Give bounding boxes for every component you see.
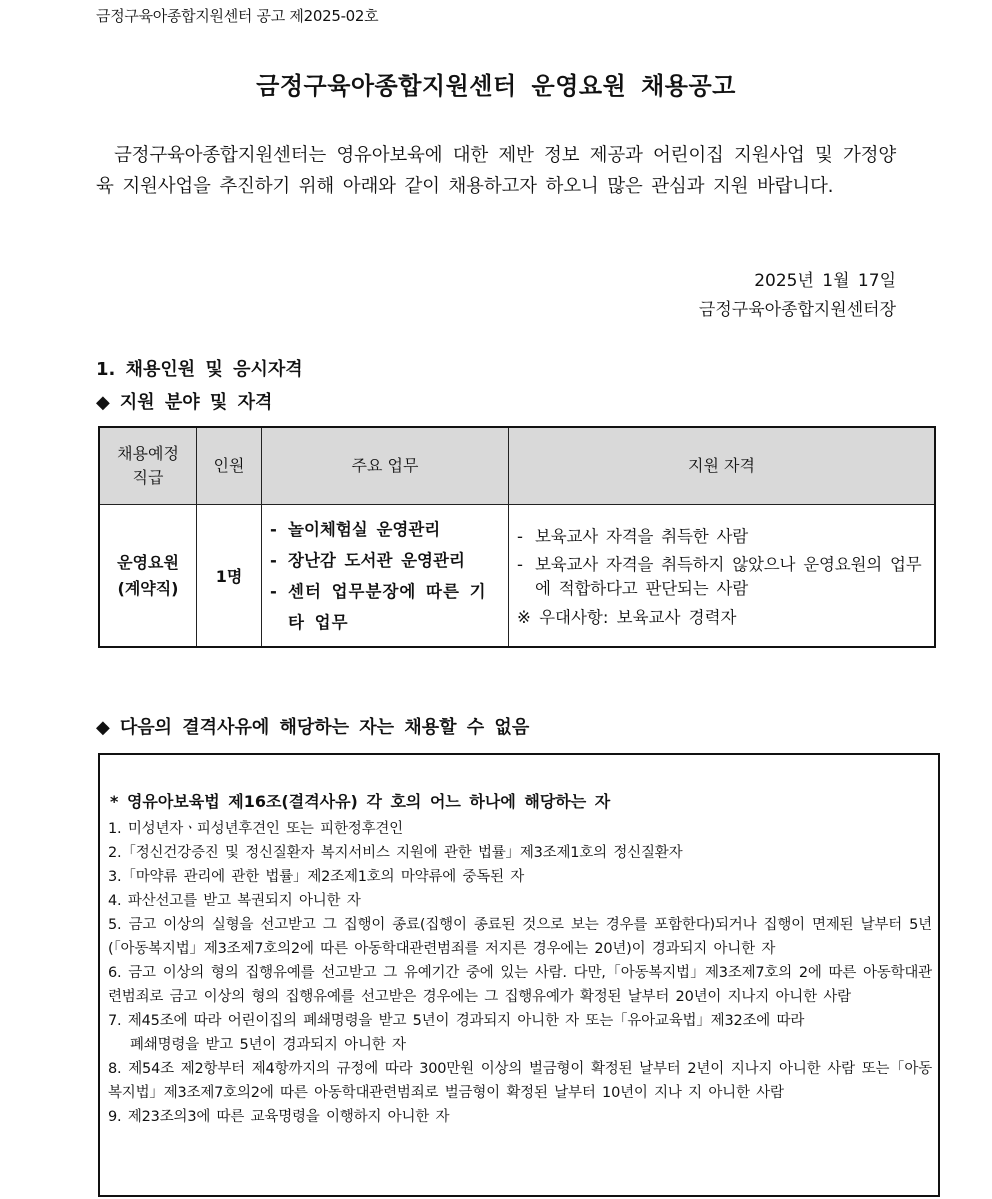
list-item: 1. 미성년자ㆍ피성년후견인 또는 피한정후견인 — [108, 821, 403, 837]
list-item-continuation: 폐쇄명령을 받고 5년이 경과되지 아니한 자 — [130, 1037, 406, 1053]
page-title: 금정구육아종합지원센터 운영요원 채용공고 — [256, 72, 736, 100]
disqualification-law-reference: * 영유아보육법 제16조(결격사유) 각 호의 어느 하나에 해당하는 자 — [110, 792, 611, 811]
list-item: 7. 제45조에 따라 어린이집의 폐쇄명령을 받고 5년이 경과되지 아니한 자 또는「유아교육법」제32조에 따라 — [108, 1013, 805, 1029]
duty-item: - 센터 업무분장에 따른 기타 업무 — [270, 581, 487, 632]
section-heading-recruitment: 1. 채용인원 및 응시자격 — [96, 359, 303, 380]
qualification-item: - 보육교사 자격을 취득한 사람 — [517, 526, 749, 546]
cell-count: 1명 — [197, 505, 262, 648]
disqualification-box — [98, 753, 940, 1197]
list-item: 4. 파산선고를 받고 복권되지 아니한 자 — [108, 893, 361, 909]
subsection-heading-text: 지원 분야 및 자격 — [119, 392, 273, 413]
recruitment-table — [98, 426, 936, 648]
list-item: 9. 제23조의3에 따른 교육명령을 이행하지 아니한 자 — [108, 1109, 450, 1125]
duty-item: - 장난감 도서관 운영관리 — [270, 550, 465, 570]
position-type: (계약직) — [117, 578, 179, 598]
list-item: 3.「마약류 관리에 관한 법률」제2조제1호의 마약류에 중독된 자 — [108, 869, 525, 885]
announcement-date: 2025년 1월 17일 — [754, 271, 896, 291]
list-item: 2.「정신건강증진 및 정신질환자 복지서비스 지원에 관한 법률」제3조제1호의 정신질환자 — [108, 845, 683, 861]
position-title: 운영요원 — [117, 552, 179, 572]
header-count: 인원 — [197, 427, 262, 505]
document-number: 금정구육아종합지원센터 공고 제2025-02호 — [96, 7, 379, 25]
disqualification-heading-text: 다음의 결격사유에 해당하는 자는 채용할 수 없음 — [119, 717, 530, 738]
subsection-heading-fields — [96, 388, 272, 414]
diamond-bullet-icon: ◆ — [96, 392, 110, 413]
cell-qualifications — [509, 505, 936, 648]
header-duties: 주요 업무 — [262, 427, 509, 505]
section-heading-disqualification — [96, 713, 529, 739]
table-row — [99, 505, 935, 648]
list-item: 8. 제54조 제2항부터 제4항까지의 규정에 따라 300만원 이상의 벌금형이 확정된 날부터 2년이 지나지 아니한 사람 또는「아동복지법」제3조제7호의2에 따른 아동학대관련범죄로 벌금형이 확정된 날부터 10년이 지나 지 아니한 사람 — [108, 1061, 932, 1101]
diamond-bullet-icon: ◆ — [96, 717, 110, 738]
duty-item: - 놀이체험실 운영관리 — [270, 519, 441, 539]
cell-duties — [262, 505, 509, 648]
preference-note: ※ 우대사항: 보육교사 경력자 — [517, 607, 737, 627]
intro-paragraph: 금정구육아종합지원센터는 영유아보육에 대한 제반 정보 제공과 어린이집 지원사업 및 가정양육 지원사업을 추진하기 위해 아래와 같이 채용하고자 하오니 많은 관심과 지원 바랍니다. — [96, 145, 896, 197]
disqualification-list — [108, 817, 932, 1129]
table-header-row — [99, 427, 935, 505]
list-item: 5. 금고 이상의 실형을 선고받고 그 집행이 종료(집행이 종료된 것으로 보는 경우를 포함한다)되거나 집행이 면제된 날부터 5년(「아동복지법」제3조제7호의2에 따른 아동학대관련범죄를 저지른 경우에는 20년)이 경과되지 아니한 자 — [108, 917, 932, 957]
signer-name: 금정구육아종합지원센터장 — [698, 300, 896, 320]
qualification-item: - 보육교사 자격을 취득하지 않았으나 운영요원의 업무에 적합하다고 판단되는 사람 — [517, 554, 922, 598]
list-item: 6. 금고 이상의 형의 집행유예를 선고받고 그 유예기간 중에 있는 사람. 다만,「아동복지법」제3조제7호의 2에 따른 아동학대관련범죄로 금고 이상의 형의 집행유예를 선고받은 경우에는 그 집행유예가 확정된 날부터 20년이 지나지 아니한 사람 — [108, 965, 932, 1005]
cell-position — [99, 505, 197, 648]
header-position: 채용예정 직급 — [99, 427, 197, 505]
header-qualifications: 지원 자격 — [509, 427, 936, 505]
